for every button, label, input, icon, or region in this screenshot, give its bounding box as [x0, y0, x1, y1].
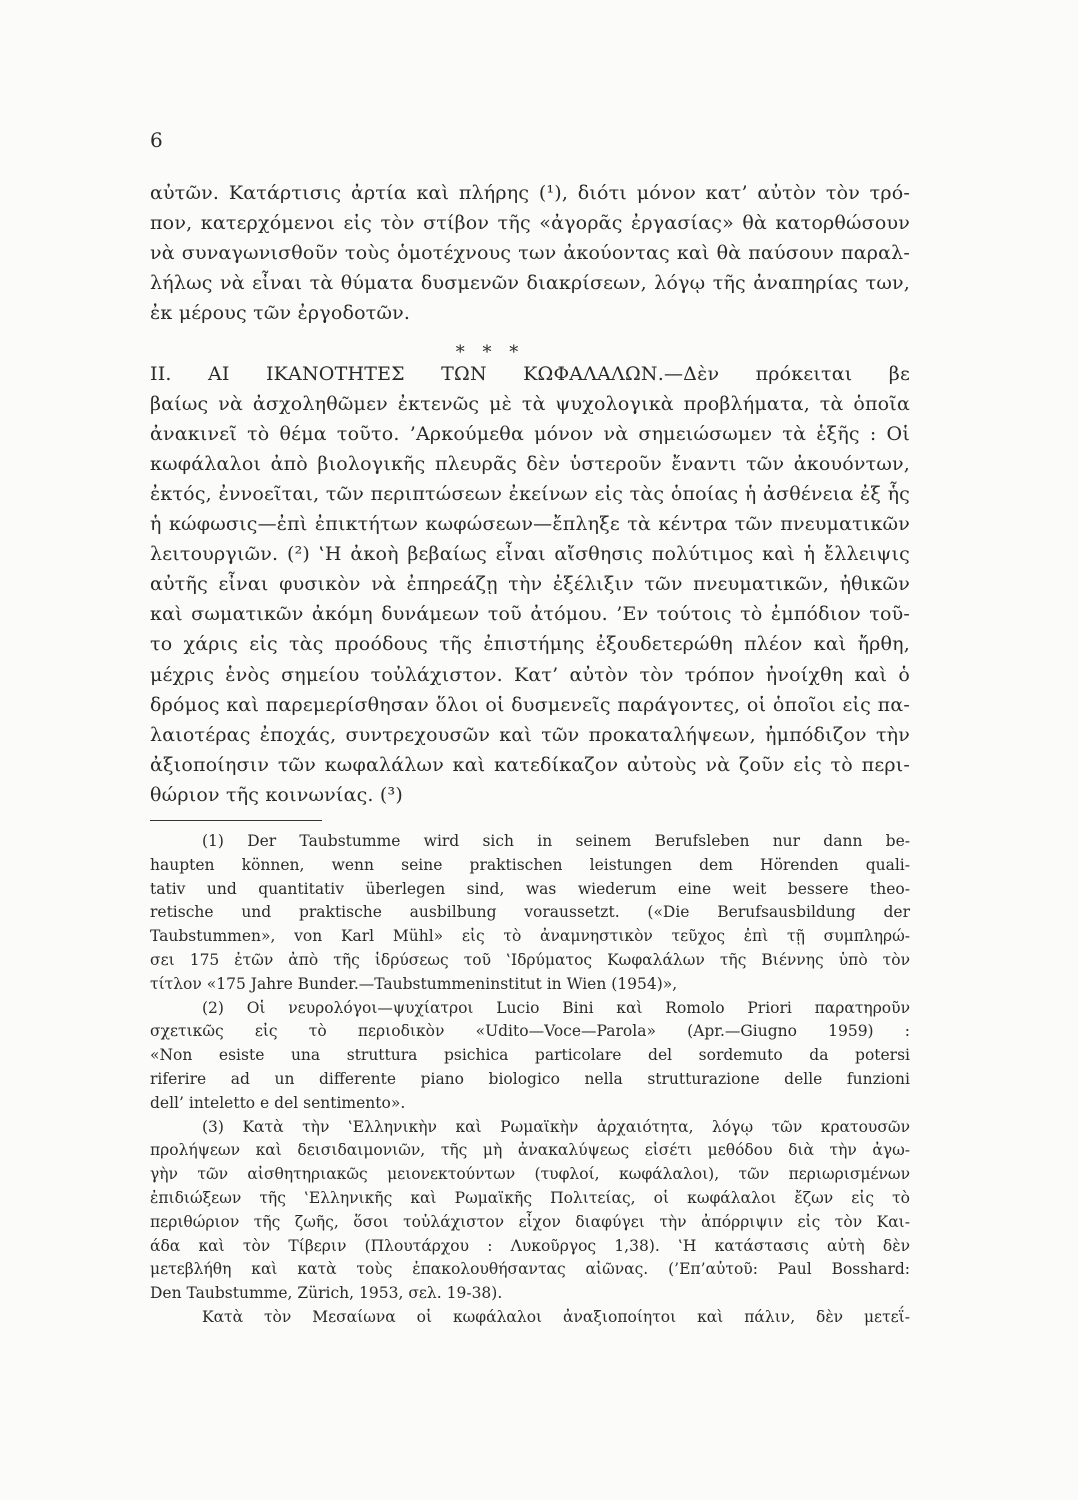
body-line: ἐκτός, ἐννοεῖται, τῶν περιπτώσεων ἐκείνων εἰς τὰς ὁποίας ἡ ἀσθένεια ἐξ ἧς — [150, 482, 910, 505]
body-text — [150, 178, 910, 810]
section-heading-line: II. ΑΙ ΙΚΑΝΟΤΗΤΕΣ ΤΩΝ ΚΩΦΑΛΑΛΩΝ.—Δὲν πρόκειται βε — [150, 362, 910, 385]
footnote-3-line: (3) Κατὰ τὴν ‛Ελληνικὴν καὶ Ρωμαϊκὴν ἀρχαιότητα, λόγῳ τῶν κρατουσῶν — [202, 1117, 910, 1136]
footnote-3-line: Κατὰ τὸν Μεσαίωνα οἱ κωφάλαλοι ἀναξιοποίητοι καὶ πάλιν, δὲν μετεΐ- — [202, 1307, 910, 1326]
footnote-2-line: «Non esiste una struttura psichica particolare del sordemuto da potersi — [150, 1046, 910, 1065]
footnote-3-line: άδα καὶ τὸν Τίβεριν (Πλουτάρχου : Λυκοῦργος 1,38). ‛Η κατάστασις αὐτὴ δὲν — [150, 1236, 910, 1255]
footnote-3-line: προλήψεων καὶ δεισιδαιμονιῶν, τῆς μὴ ἀνακαλύψεως εἰσέτι μεθόδου διὰ τὴν ἀγω- — [150, 1141, 910, 1160]
body-line: μέχρις ἑνὸς σημείου τοὐλάχιστον. Κατ’ αὐτὸν τὸν τρόπον ἠνοίχθη καὶ ὁ — [150, 663, 910, 686]
footnote-2-line: riferire ad un differente piano biologico nella strutturazione delle funzioni — [150, 1069, 910, 1088]
body-line: πον, κατερχόμενοι εἰς τὸν στίβον τῆς «ἀγορᾶς ἐργασίας» θὰ κατορθώσουν — [150, 212, 910, 235]
footnote-3-line: ἐπιδιώξεων τῆς ‛Ελληνικῆς καὶ Ρωμαϊκῆς Πολιτείας, οἱ κωφάλαλοι ἔζων εἰς τὸ — [150, 1188, 910, 1207]
body-line: λαιοτέρας ἐποχάς, συντρεχουσῶν καὶ τῶν προκαταλήψεων, ἠμπόδιζον τὴν — [150, 723, 910, 746]
body-line: ἀνακινεῖ τὸ θέμα τοῦτο. ’Αρκούμεθα μόνον νὰ σημειώσωμεν τὰ ἑξῆς : Οἱ — [150, 422, 910, 445]
body-line: δρόμος καὶ παρεμερίσθησαν ὅλοι οἱ δυσμενεῖς παράγοντες, οἱ ὁποῖοι εἰς πα- — [150, 693, 910, 716]
footnote-2-line: σχετικῶς εἰς τὸ περιοδικὸν «Udito—Voce—Parola» (Apr.—Giugno 1959) : — [150, 1022, 910, 1041]
footnote-1-line: haupten können, wenn seine praktischen leistungen dem Hörenden quali- — [150, 855, 910, 874]
body-line: κωφάλαλοι ἀπὸ βιολογικῆς πλευρᾶς δὲν ὑστεροῦν ἔναντι τῶν ἀκουόντων, — [150, 452, 910, 475]
body-line: νὰ συναγωνισθοῦν τοὺς ὁμοτέχνους των ἀκούοντας καὶ θὰ παύσουν παραλ- — [150, 242, 910, 265]
footnotes — [150, 830, 910, 1330]
footnote-separator — [150, 820, 322, 821]
page-number: 6 — [150, 128, 163, 152]
body-line: θώριον τῆς κοινωνίας. (³) — [150, 783, 403, 806]
body-line: ἐκ μέρους τῶν ἐργοδοτῶν. — [150, 302, 411, 325]
body-line: καὶ σωματικῶν ἀκόμη δυνάμεων τοῦ ἀτόμου. ’Εν τούτοις τὸ ἐμπόδιον τοῦ- — [150, 603, 910, 626]
body-line: το χάρις εἰς τὰς προόδους τῆς ἐπιστήμης ἐξουδετερώθη πλέον καὶ ἤρθη, — [150, 633, 910, 656]
body-line: ἡ κώφωσις—ἐπὶ ἐπικτήτων κωφώσεων—ἔπληξε τὰ κέντρα τῶν πνευματικῶν — [150, 513, 910, 536]
footnote-2-line: dell’ inteletto e del sentimento». — [150, 1093, 406, 1112]
footnote-1-line: (1) Der Taubstumme wird sich in seinem Berufsleben nur dann be- — [202, 832, 910, 850]
footnote-3-line: περιθώριον τῆς ζωῆς, ὅσοι τοὐλάχιστον εἶχον διαφύγει τὴν ἀπόρριψιν εἰς τὸν Και- — [150, 1212, 910, 1231]
body-line: λήλως νὰ εἶναι τὰ θύματα δυσμενῶν διακρίσεων, λόγῳ τῆς ἀναπηρίας των, — [150, 272, 910, 295]
footnote-1-line: Taubstummen», von Karl Mühl» εἰς τὸ ἀναμνηστικὸν τεῦχος ἐπὶ τῇ συμπληρώ- — [150, 927, 910, 946]
section-asterisks — [0, 342, 910, 363]
footnote-1-line: tativ und quantitativ überlegen sind, was wiederum eine weit bessere theo- — [150, 879, 910, 898]
body-line: ἀξιοποίησιν τῶν κωφαλάλων καὶ κατεδίκαζον αὐτοὺς νὰ ζοῦν εἰς τὸ περι- — [150, 753, 910, 776]
body-line: αὐτῆς εἶναι φυσικὸν νὰ ἐπηρεάζῃ τὴν ἐξέλιξιν τῶν πνευματικῶν, ἠθικῶν — [150, 573, 910, 596]
footnote-3-line: Den Taubstumme, Zürich, 1953, σελ. 19-38). — [150, 1284, 503, 1303]
footnote-3-line: μετεβλήθη καὶ κατὰ τοὺς ἐπακολουθήσαντας αἰῶνας. (’Επ’αὐτοῦ: Paul Bosshard: — [150, 1260, 910, 1279]
footnote-1-line: τίτλον «175 Jahre Bunder.—Taubstummeninstitut in Wien (1954)», — [150, 974, 678, 993]
footnote-1-line: retische und praktische ausbilbung voraussetzt. («Die Berufsausbildung der — [150, 903, 910, 922]
body-line: λειτουργιῶν. (²) ‛Η ἀκοὴ βεβαίως εἶναι αἴσθησις πολύτιμος καὶ ἡ ἔλλειψις — [150, 543, 910, 566]
body-line: αὐτῶν. Κατάρτισις ἀρτία καὶ πλήρης (¹), διότι μόνον κατ’ αὐτὸν τὸν τρό- — [150, 182, 910, 204]
asterism: * * * — [455, 342, 525, 363]
body-line: βαίως νὰ ἀσχοληθῶμεν ἐκτενῶς μὲ τὰ ψυχολογικὰ προβλήματα, τὰ ὁποῖα — [150, 392, 910, 415]
footnote-1-line: σει 175 ἐτῶν ἀπὸ τῆς ἱδρύσεως τοῦ ‛Ιδρύματος Κωφαλάλων τῆς Βιέννης ὑπὸ τὸν — [150, 950, 910, 969]
footnote-2-line: (2) Οἱ νευρολόγοι—ψυχίατροι Lucio Bini καὶ Romolo Priori παρατηροῦν — [202, 998, 910, 1017]
footnote-3-line: γὴν τῶν αἰσθητηριακῶς μειονεκτούντων (τυφλοί, κωφάλαλοι), τῶν περιωρισμένων — [150, 1165, 910, 1184]
